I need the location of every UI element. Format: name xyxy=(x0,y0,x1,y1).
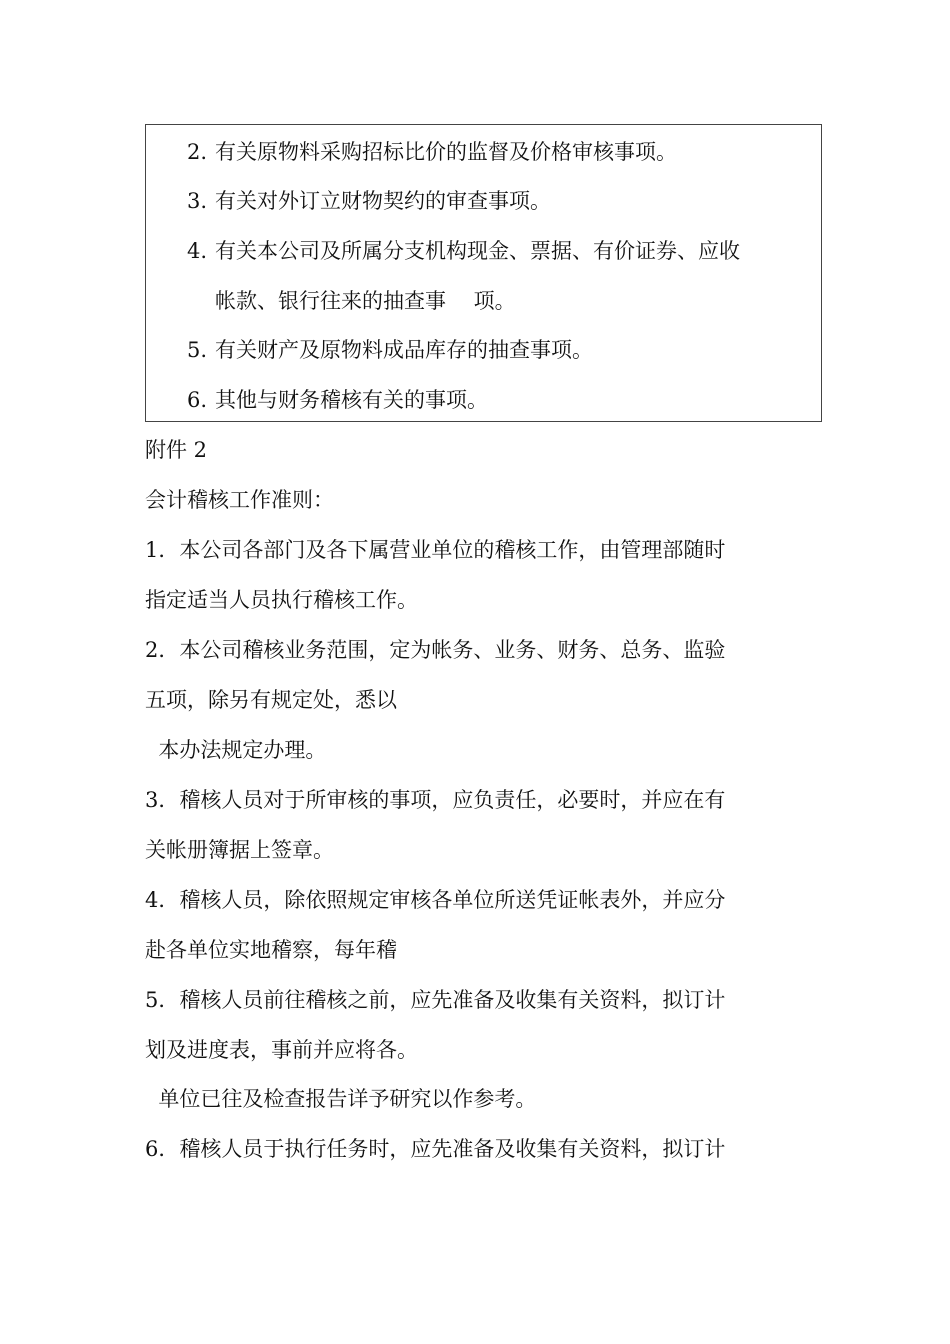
item-number: 4. xyxy=(187,239,208,263)
attachment-label: 附件 2 xyxy=(145,438,208,462)
paragraph-line: 1．本公司各部门及各下属营业单位的稽核工作，由管理部随时 xyxy=(145,538,726,562)
paragraph-line: 4．稽核人员，除依照规定审核各单位所送凭证帐表外，并应分 xyxy=(145,888,726,912)
item-text: 帐款、银行往来的抽查事 项。 xyxy=(215,289,516,313)
item-text: 有关原物料采购招标比价的监督及价格审核事项。 xyxy=(215,140,677,164)
paragraph-line: 6．稽核人员于执行任务时，应先准备及收集有关资料，拟订计 xyxy=(145,1137,726,1161)
paragraph-line: 赴各单位实地稽察，每年稽 xyxy=(145,938,397,962)
paragraph-line: 指定适当人员执行稽核工作。 xyxy=(145,588,418,612)
paragraph-line: 2．本公司稽核业务范围，定为帐务、业务、财务、总务、监验 xyxy=(145,638,726,662)
paragraph-line: 单位已往及检查报告详予研究以作参考。 xyxy=(145,1087,537,1111)
item-number: 6. xyxy=(187,388,208,412)
item-number: 2. xyxy=(187,140,208,164)
paragraph-line: 划及进度表，事前并应将各。 xyxy=(145,1038,418,1062)
paragraph-line: 本办法规定办理。 xyxy=(145,738,327,762)
duties-box xyxy=(145,124,822,422)
item-text: 有关本公司及所属分支机构现金、票据、有价证券、应收 xyxy=(215,239,740,263)
item-number: 5. xyxy=(187,338,208,362)
item-text: 有关对外订立财物契约的审查事项。 xyxy=(215,189,551,213)
item-text: 其他与财务稽核有关的事项。 xyxy=(215,388,488,412)
paragraph-line: 5．稽核人员前往稽核之前，应先准备及收集有关资料，拟订计 xyxy=(145,988,726,1012)
paragraph-line: 五项，除另有规定处，悉以 xyxy=(145,688,397,712)
paragraph-line: 3．稽核人员对于所审核的事项，应负责任，必要时，并应在有 xyxy=(145,788,726,812)
item-number: 3. xyxy=(187,189,208,213)
paragraph-line: 关帐册簿据上签章。 xyxy=(145,838,334,862)
item-text: 有关财产及原物料成品库存的抽查事项。 xyxy=(215,338,593,362)
section-heading: 会计稽核工作准则： xyxy=(145,488,334,512)
